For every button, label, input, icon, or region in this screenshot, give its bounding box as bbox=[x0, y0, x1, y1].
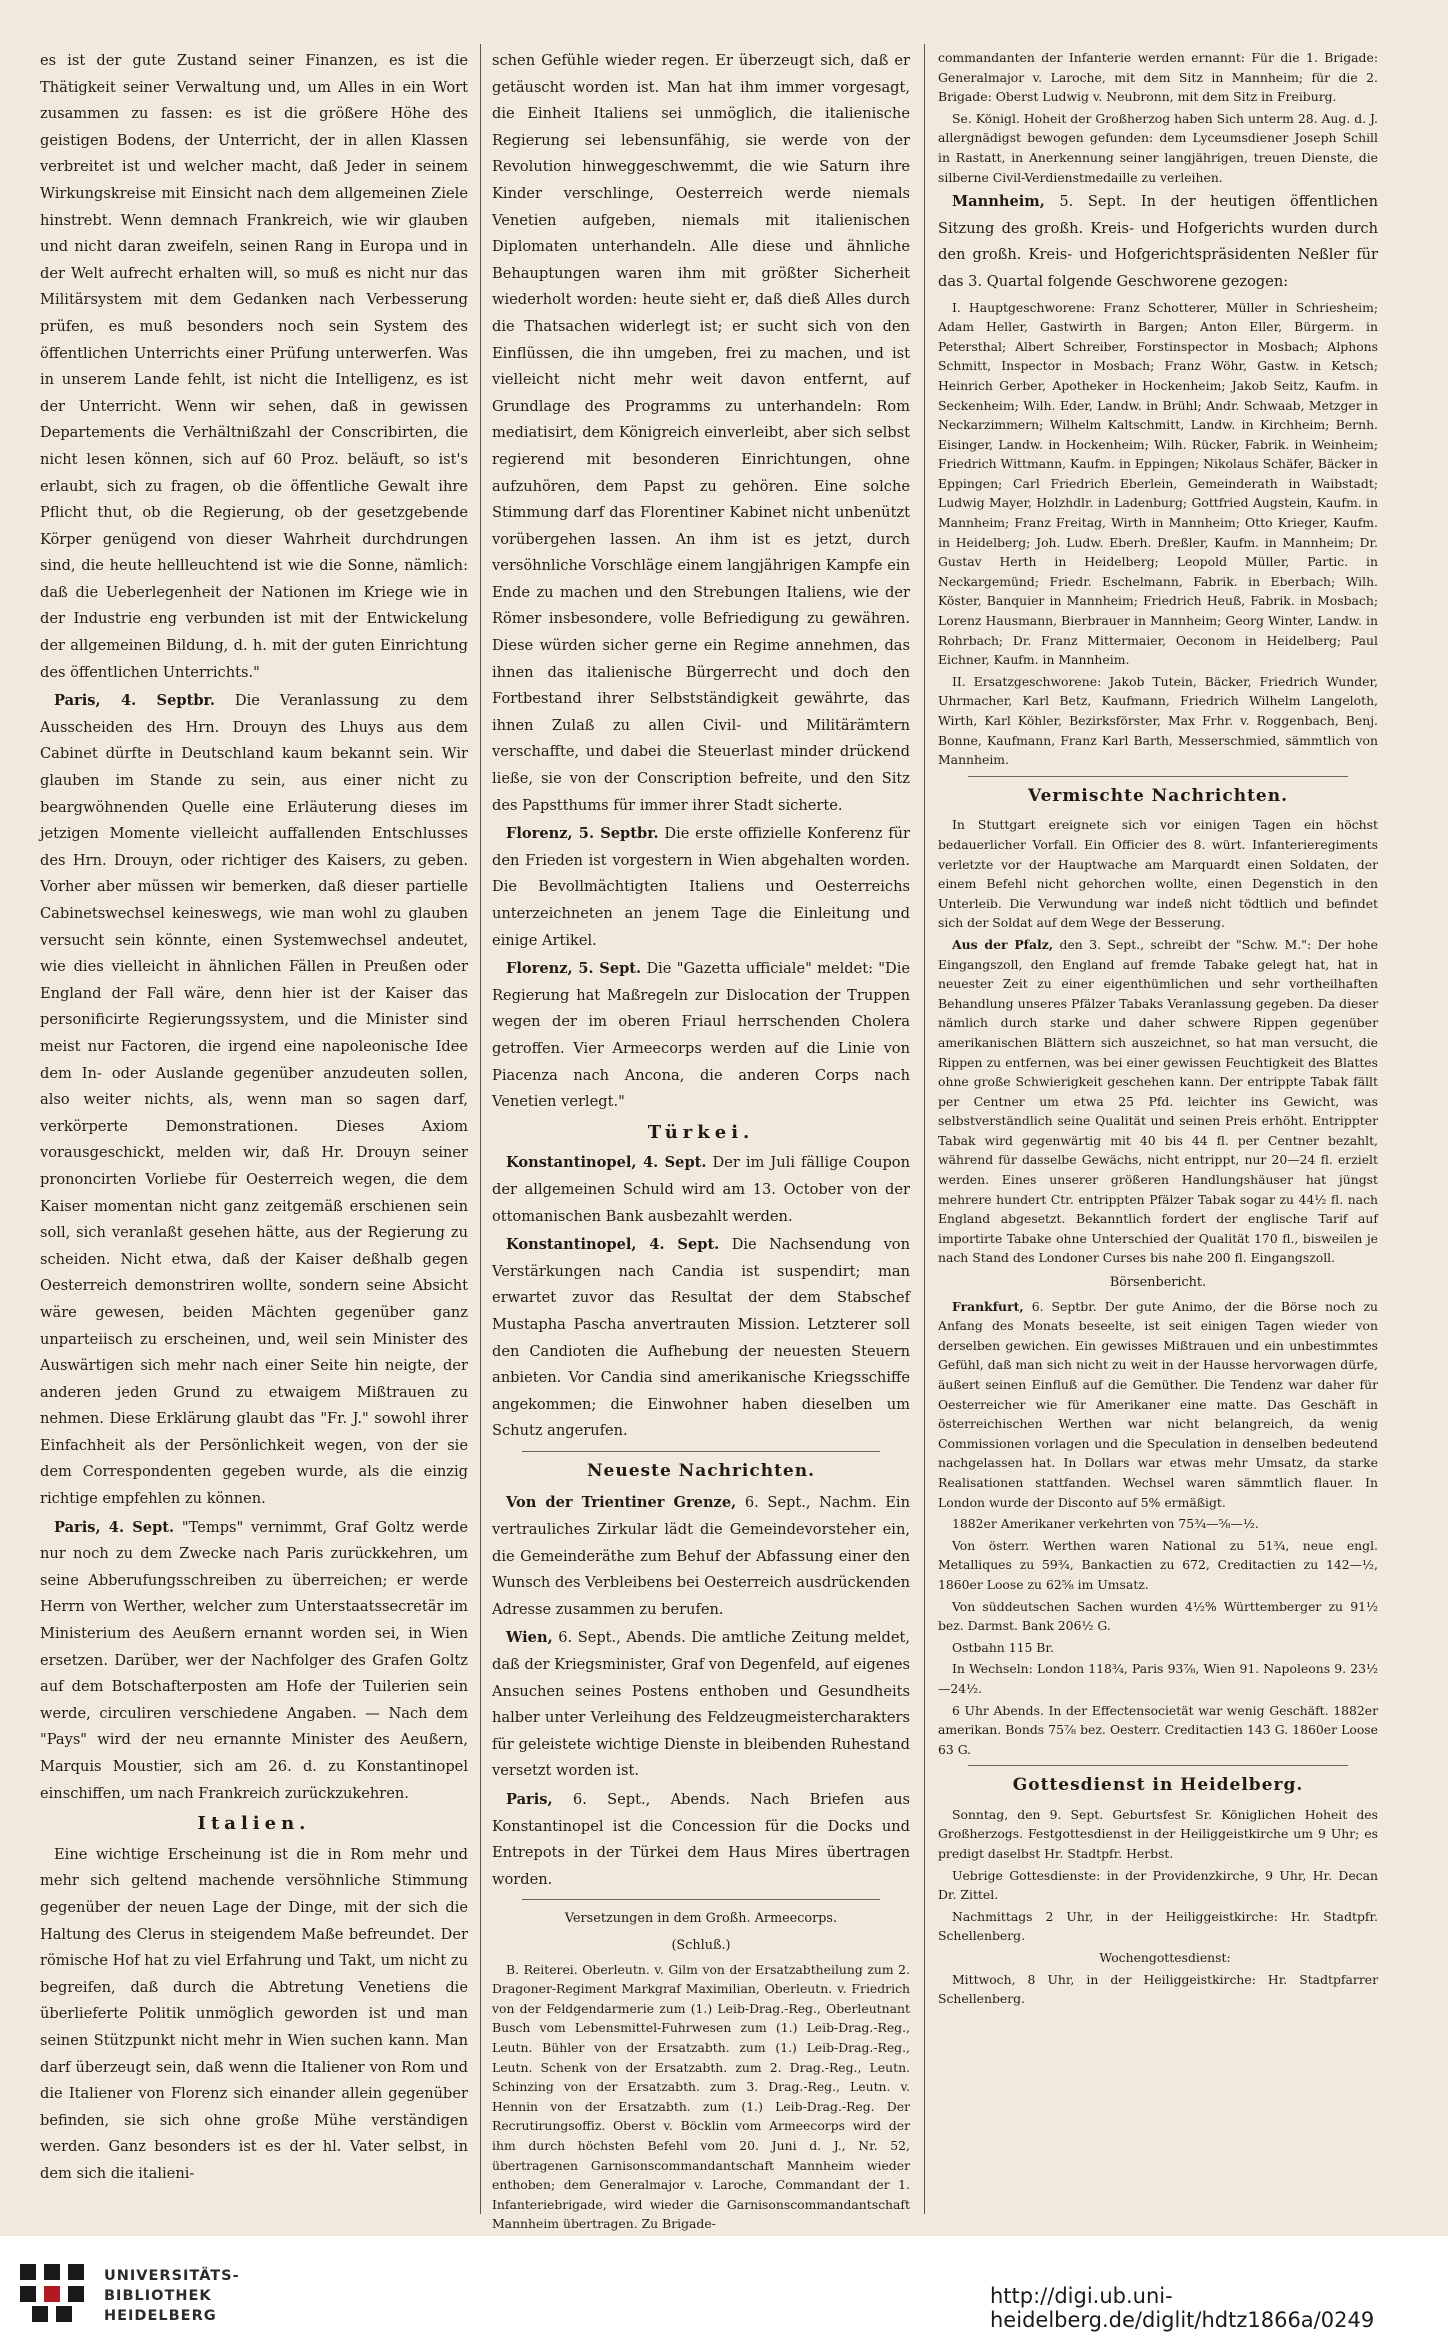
article-grenze bbox=[492, 1490, 910, 1623]
jury-list-main: I. Hauptgeschworene: Franz Schotterer, Müller in Schriesheim; Adam Heller, Gastwirth in Bargen; Anton Eller, Bürgerm. in Petersthal; Albert Schreiber, Forstinspector in Mosbach; Alphons Schmitt, Inspector in Mosbach; Franz Wöhr, Gastw. in Ketsch; Heinrich Gerber, Apotheker in Hockenheim; Jakob Seitz, Kaufm. in Seckenheim; Wilh. Eder, Landw. in Brühl; Andr. Schwaab, Metzger in Neckarzimmern; Wilhelm Kaltschmitt, Landw. in Kirchheim; Bernh. Eisinger, Landw. in Hockenheim; Wilh. Rücker, Fabrik. in Weinheim; Friedrich Wittmann, Kaufm. in Eppingen; Nikolaus Schäfer, Bäcker in Eppingen; Carl Friedrich Eberlein, Gemeinderath in Waibstadt; Ludwig Mayer, Holzhdlr. in Ladenburg; Gottfried Augstein, Kaufm. in Mannheim; Franz Freitag, Wirth in Mannheim; Otto Krieger, Kaufm. in Heidelberg; Joh. Ludw. Eberh. Dreßler, Kaufm. in Mannheim; Dr. Gustav Herth in Heidelberg; Leopold Müller, Partic. in Neckargemünd; Friedr. Eschelmann, Fabrik. in Eberbach; Wilh. Köster, Banquier in Mannheim; Friedrich Heuß, Fabrik. in Mosbach; Lorenz Hausmann, Bierbrauer in Mannheim; Georg Winter, Landw. in Rohrbach; Dr. Franz Mittermaier, Oeconom in Heidelberg; Paul Eichner, Kaufm. in Mannheim. bbox=[938, 299, 1378, 668]
dateline: Paris, 4. Septbr. bbox=[54, 692, 215, 710]
section-heading-tuerkei: Türkei. bbox=[647, 1121, 755, 1143]
university-library-logo-icon bbox=[18, 2262, 88, 2324]
market-line: 6 Uhr Abends. In der Effectensocietät war wenig Geschäft. 1882er amerikan. Bonds 75⅞ bez. Oesterr. Creditactien 143 G. 1860er Loose 63 G. bbox=[938, 1702, 1378, 1757]
divider-rule bbox=[968, 1765, 1348, 1766]
article-text: Der im Juli fällige Coupon der allgemeinen Schuld wird am 13. October von der ottomanischen Bank ausbezahlt werden. bbox=[492, 1154, 910, 1225]
jury-list-substitute: II. Ersatzgeschworene: Jakob Tutein, Bäcker, Friedrich Wunder, Uhrmacher, Karl Betz, Kaufmann, Friedrich Wilhelm Langeloth, Wirth, Karl Köhler, Bezirksförster, Max Frhr. v. Roggenbach, Benj. Bonne, Kaufmann, Franz Karl Barth, Messerschmied, sämmtlich von Mannheim. bbox=[938, 673, 1378, 768]
service-line: Uebrige Gottesdienste: in der Providenzkirche, 9 Uhr, Hr. Decan Dr. Zittel. bbox=[938, 1867, 1378, 1903]
article-florenz-2 bbox=[492, 956, 910, 1116]
divider-rule bbox=[522, 1451, 880, 1452]
dateline: Paris, 4. Sept. bbox=[54, 1518, 175, 1536]
market-line: Ostbahn 115 Br. bbox=[952, 1639, 1054, 1655]
market-line: Von süddeutschen Sachen wurden 4½% Württemberger zu 91½ bez. Darmst. Bank 206½ G. bbox=[938, 1598, 1378, 1634]
library-name: UNIVERSITÄTS- BIBLIOTHEK HEIDELBERG bbox=[104, 2268, 240, 2324]
article-konstantinopel-1 bbox=[492, 1150, 910, 1230]
article-text: Se. Königl. Hoheit der Großherzog haben Sich unterm 28. Aug. d. J. allergnädigst bewogen gefunden: dem Lyceumsdiener Joseph Schill in Rastatt, in Anerkennung seiner langjährigen, treuen Dienste, die silberne Civil-Verdienstmedaille zu verleihen. bbox=[938, 110, 1378, 185]
column-divider bbox=[924, 44, 925, 2214]
article-text: es ist der gute Zustand seiner Finanzen, es ist die Thätigkeit seiner Verwaltung und, um Alles in ein Wort zusammen zu fassen: es ist die größere Höhe des geistigen Bodens, der Unterricht, der in allen Klassen verbreitet ist und welcher macht, daß Jeder in seinem Wirkungskreise mit Einsicht nach dem allgemeinen Ziele hinstrebt. Wenn demnach Frankreich, wie wir glauben und nicht daran zweifeln, seinen Rang in Europa und in der Welt aufrecht erhalten will, so muß es nicht nur das Militärsystem mit dem Gedanken nach Verbesserung prüfen, es muß besonders noch sein System des öffentlichen Unterrichts einer Prüfung unterwerfen. Was in unserem Lande fehlt, ist nicht die Intelligenz, es ist der Unterricht. Wenn wir sehen, daß in gewissen Departements die Verhältnißzahl der Conscribirten, die nicht lesen können, sich auf 60 Proz. beläuft, so ist's erlaubt, sich zu fragen, ob die öffentliche Gewalt ihre Pflicht thut, ob die Regierung, ob der gesetzgebende Körper genügend von dieser Wahrheit durchdrungen sind, die heute hellleuchtend ist wie die Sonne, nämlich: daß die Ueberlegenheit der Nationen im Kriege wie in der Industrie eng verbunden ist mit der Entwickelung der allgemeinen Bildung, d. h. mit der guten Einrichtung des öffentlichen Unterrichts." bbox=[40, 52, 468, 681]
dateline: Aus der Pfalz, bbox=[952, 936, 1054, 952]
article-konstantinopel-2 bbox=[492, 1232, 910, 1445]
dateline: Von der Trientiner Grenze, bbox=[506, 1494, 737, 1512]
column-divider bbox=[480, 44, 481, 2214]
market-line: Von österr. Werthen waren National zu 51¾, neue engl. Metalliques zu 59¾, Bankactien zu 672, Creditactien zu 142—½, 1860er Loose zu 62⅝ im Umsatz. bbox=[938, 1537, 1378, 1592]
article-text: Die "Gazetta ufficiale" meldet: "Die Regierung hat Maßregeln zur Dislocation der Truppen wegen der im oberen Friaul herrschenden Cholera getroffen. Vier Armeecorps werden auf die Linie von Piacenza nach Ancona, die anderen Corps nach Venetien verlegt." bbox=[492, 960, 911, 1111]
dateline: Florenz, 5. Septbr. bbox=[506, 825, 659, 843]
article-versetzungen: B. Reiterei. Oberleutn. v. Gilm von der Ersatzabtheilung zum 2. Dragoner-Regiment Markgraf Maximilian, Oberleutn. v. Friedrich von der Feldgendarmerie zum (1.) Leib-Drag.-Reg., Oberleutnant Busch vom Lebensmittel-Fuhrwesen zum (1.) Leib-Drag.-Reg., Leutn. Bühler von der Ersatzabth. zum (1.) Leib-Drag.-Reg., Leutn. Schenk von der Ersatzabth. zum 2. Drag.-Reg., Leutn. Schinzing von der Ersatzabth. zum 3. Drag.-Reg., Leutn. v. Hennin von der Ersatzabth. zum (1.) Leib-Drag.-Reg. Der Recrutirungsoffiz. Oberst v. Böcklin vom Armeecorps wird der ihm durch höchsten Befehl vom 20. Juni d. J., Nr. 52, übertragenen Garnisonscommandantschaft Mannheim wieder enthoben; dem Generalmajor v. Laroche, Commandant der 1. Infanteriebrigade, wird wieder die Garnisonscommandantschaft Mannheim übertragen. Zu Brigade- bbox=[492, 1961, 910, 2232]
article-stuttgart: In Stuttgart ereignete sich vor einigen Tagen ein höchst bedauerlicher Vorfall. Ein Officier des 8. würt. Infanterieregiments verletzte vor der Hauptwache am Marquardt einen Soldaten, der einem Befehl nicht gehorchen wollte, einen Degenstich in den Unterleib. Die Verwundung war indeß nicht tödtlich und befindet sich der Soldat auf dem Wege der Besserung. bbox=[938, 817, 1378, 931]
section-heading-vermischte: Vermischte Nachrichten. bbox=[1027, 785, 1289, 806]
section-subheading: (Schluß.) bbox=[671, 1937, 731, 1953]
section-heading-versetzungen: Versetzungen in dem Großh. Armeecorps. bbox=[564, 1911, 838, 1927]
article-frankfurt bbox=[938, 1297, 1378, 1513]
dateline: Paris, bbox=[506, 1791, 553, 1808]
article-text: Die Nachsendung von Verstärkungen nach Candia ist suspendirt; man erwartet zuvor das Resultat der dem Stabschef Mustapha Pascha anvertrauten Mission. Letzterer soll den Candioten die Aufhebung der neuesten Steuern anbieten. Vor Candia sind amerikanische Kriegsschiffe angekommen; die Einwohner haben dieselben um Schutz angerufen. bbox=[492, 1236, 910, 1440]
article-italien: Eine wichtige Erscheinung ist die in Rom mehr und mehr sich geltend machende versöhnliche Stimmung gegenüber der neuen Lage der Dinge, mit der sich die Haltung des Clerus in steigendem Maße befreundet. Der römische Hof hat zu viel Erfahrung und Takt, um nicht zu begreifen, daß durch die Abtretung Venetiens die überlieferte Politik unmöglich geworden ist und man seinen Stützpunkt nicht mehr in Wien suchen kann. Man darf überzeugt sein, daß wenn die Italiener von Rom und die Italiener von Florenz sich einander allein gegenüber befinden, sie sich ohne große Mühe verständigen werden. Ganz besonders ist es der hl. Vater selbst, in dem sich die italieni- bbox=[40, 1845, 468, 2182]
market-line: 1882er Amerikaner verkehrten von 75¾—⅝—½. bbox=[952, 1516, 1259, 1532]
article-paris-1 bbox=[40, 688, 468, 1512]
service-line: Wochengottesdienst: bbox=[1099, 1950, 1231, 1966]
article-paris-2 bbox=[40, 1515, 468, 1808]
dateline: Konstantinopel, 4. Sept. bbox=[506, 1236, 720, 1254]
dateline: Mannheim, bbox=[952, 193, 1045, 211]
article-text: 6. Sept., Abends. Nach Briefen aus Konstantinopel ist die Concession für die Docks und Entrepots in der Türkei dem Haus Mires übertragen worden. bbox=[492, 1791, 911, 1888]
market-line: In Wechseln: London 118¾, Paris 93⅞, Wien 91. Napoleons 9. 23½—24½. bbox=[938, 1661, 1378, 1696]
divider-rule bbox=[968, 776, 1348, 777]
article-wien bbox=[492, 1625, 910, 1785]
article-text: commandanten der Infanterie werden ernannt: Für die 1. Brigade: Generalmajor v. Laroche, mit dem Sitz in Mannheim; für die 2. Brigade: Oberst Ludwig v. Neubronn, mit dem Sitz in Freiburg. bbox=[938, 50, 1378, 105]
section-heading-italien: Italien. bbox=[197, 1813, 311, 1835]
dateline: Frankfurt, bbox=[952, 1298, 1024, 1314]
section-heading-neueste: Neueste Nachrichten. bbox=[586, 1460, 816, 1481]
section-heading-boersen: Börsenbericht. bbox=[1109, 1275, 1207, 1291]
article-florenz-1 bbox=[492, 821, 910, 954]
service-text: Sonntag, den 9. Sept. Geburtsfest Sr. Königlichen Hoheit des Großherzogs. Festgottesdienst in der Heiliggeistkirche um 9 Uhr; es predigt daselbst Hr. Stadtpfr. Herbst. bbox=[938, 1806, 1378, 1862]
article-text: Die erste offizielle Konferenz für den Frieden ist vorgestern in Wien abgehalten worden. Die Bevollmächtigten Italiens und Oesterreichs unterzeichneten an jenem Tage die Einleitung und einige Artikel. bbox=[492, 825, 911, 949]
service-line: Mittwoch, 8 Uhr, in der Heiliggeistkirche: Hr. Stadtpfarrer Schellenberg. bbox=[938, 1971, 1378, 2007]
article-text: schen Gefühle wieder regen. Er überzeugt sich, daß er getäuscht worden ist. Man hat ihm immer vorgesagt, die Einheit Italiens sei unmöglich, die italienische Regierung sei lebensunfähig, sie werde von der Revolution hinweggeschwemmt, die wie Saturn ihre Kinder verschlinge, Oesterreich werde niemals Venetien aufgeben, niemals mit italienischen Diplomaten unterhandeln. Alle diese und ähnliche Behauptungen waren ihm mit größter Sicherheit wiederholt worden: heute sieht er, daß dieß Alles durch die Thatsachen widerlegt ist; er sucht sich von den Einflüssen, die ihn umgeben, frei zu machen, und ist vielleicht nicht mehr weit davon entfernt, auf Grundlage des Programms zu unterhandeln: Rom mediatisirt, dem Königreich einverleibt, aber sich selbst regierend mit besonderen Einrichtungen, ohne aufzuhören, dem Papst zu gehören. Eine solche Stimmung darf das Florentiner Kabinet nicht unbenützt vorübergehen lassen. An ihm ist es jetzt, durch versöhnliche Vorschläge einem langjährigen Kampfe ein Ende zu machen und den Strebungen Italiens, wie der Römer insbesondere, volle Befriedigung zu gewähren. Diese würden sicher gerne ein Regime annehmen, das ihnen das italienische Bürgerrecht und doch den Fortbestand ihrer Selbstständigkeit gewährte, das ihnen Zulaß zu allen Civil- und Militärämtern verschaffte, und dabei die Steuerlast minder drückend ließe, sie von der Conscription befreite, und den Sitz des Papstthums für immer ihrer Stadt sicherte. bbox=[492, 52, 910, 814]
column-3 bbox=[938, 48, 1378, 2208]
divider-rule bbox=[522, 1899, 880, 1900]
article-text: den 3. Sept., schreibt der "Schw. M.": Der hohe Eingangszoll, den England auf fremde Tabake gelegt hat, hat in neuester Zeit zu einer eigenthümlichen und sehr vortheilhaften Behandlung unseres Pfälzer Tabaks Veranlassung gegeben. Da dieser nämlich durch starke und daher schwere Rippen gegenüber amerikanischen Blättern sich auszeichnet, so hat man versucht, die Rippen zu entfernen, was bei einer gewissen Feuchtigkeit des Blattes ohne große Schwierigkeit geschehen kann. Der entrippte Tabak fällt per Centner um etwa 25 Pfd. leichter ins Gewicht, was selbstverständlich seine Qualität und seinen Preis erhöht. Entrippter Tabak wird gegenwärtig mit 40 bis 44 fl. per Centner bezahlt, während für dasselbe Gewächs, nicht entrippt, nur 20—24 fl. erzielt werden. Eines unserer größeren Handlungshäuser hat jüngst mehrere hundert Ctr. entrippten Pfälzer Tabak sogar zu 44½ fl. nach England abgesetzt. Bekanntlich fordert der englische Tarif auf importirte Tabake ohne Unterschied der Qualität 170 fl., bisweilen je nach Stand des Londoner Curses bis nahe 200 fl. Eingangszoll. bbox=[938, 936, 1378, 1266]
article-paris-3 bbox=[492, 1787, 910, 1893]
dateline: Florenz, 5. Sept. bbox=[506, 960, 642, 978]
section-heading-gottesdienst: Gottesdienst in Heidelberg. bbox=[1012, 1775, 1304, 1796]
article-text: Die Veranlassung zu dem Ausscheiden des Hrn. Drouyn des Lhuys aus dem Cabinet dürfte in Deutschland kaum bekannt sein. Wir glauben im Stande zu sein, aus einer nicht zu beargwöhnenden Quelle eine Erläuterung dieses im jetzigen Momente vielleicht auffallenden Entschlusses des Hrn. Drouyn, oder richtiger des Kaisers, zu geben. Vorher aber müssen wir bemerken, daß dieser partielle Cabinetswechsel keineswegs, wie man wohl zu glauben versucht sein könnte, einen Systemwechsel andeutet, wie dies vielleicht in ähnlichen Fällen in Preußen oder England der Fall wäre, denn hier ist der Kaiser das personificirte Regierungssystem, und die Minister sind meist nur Factoren, die irgend eine napoleonische Idee dem In- oder Auslande gegenüber anzudeuten sollen, also weiter nichts, als, wenn man so sagen darf, verkörperte Demonstrationen. Dieses Axiom vorausgeschickt, melden wir, daß Hr. Drouyn seiner prononcirten Vorliebe für Oesterreich wegen, die dem Kaiser momentan nicht ganz zeitgemäß erschienen sein soll, sich veranlaßt gesehen hätte, aus der Regierung zu scheiden. Nicht etwa, daß der Kaiser deßhalb gegen Oesterreich demonstriren wollte, sondern seine Absicht wäre gewesen, beiden Mächten gegenüber ganz unparteiisch zu erscheinen, und, weil sein Minister des Auswärtigen sich mehr nach einer Seite hin neigte, der anderen jeden Grund zu etwaigem Mißtrauen zu nehmen. Diese Erklärung glaubt das "Fr. J." sowohl ihrer Einfachheit als der Persönlichkeit wegen, von der sie dem Correspondenten gegeben wurde, als die einzig richtige empfehlen zu können. bbox=[40, 692, 468, 1508]
article-text: "Temps" vernimmt, Graf Goltz werde nur noch zu dem Zwecke nach Paris zurückkehren, um seine Abberufungsschreiben zu überreichen; er werde Herrn von Werther, welcher zum Unterstaatssecretär im Ministerium des Aeußern ernannt worden sei, in Wien ersetzen. Darüber, wer der Nachfolger des Grafen Goltz auf dem Botschafterposten am Hofe der Tuilerien sein werde, circuliren verschiedene Angaben. — Nach dem "Pays" wird der neu ernannte Minister des Aeußern, Marquis Moustier, sich am 26. d. zu Konstantinopel einschiffen, um nach Frankreich zurückzukehren. bbox=[40, 1518, 468, 1802]
article-text: 6. Sept., Nachm. Ein vertrauliches Zirkular lädt die Gemeindevorsteher ein, die Gemeinderäthe zum Behuf der Abfassung einer den Wunsch des Verbleibens bei Oesterreich ausdrückenden Adresse zusammen zu berufen. bbox=[492, 1494, 911, 1618]
footer-bar bbox=[0, 2236, 1448, 2350]
service-line: Nachmittags 2 Uhr, in der Heiliggeistkirche: Hr. Stadtpfr. Schellenberg. bbox=[938, 1908, 1378, 1944]
dateline: Konstantinopel, 4. Sept. bbox=[506, 1154, 707, 1172]
permalink-url[interactable]: http://digi.ub.uni-heidelberg.de/diglit/hdtz1866a/0249 bbox=[990, 2284, 1375, 2332]
article-text: 6. Septbr. Der gute Animo, der die Börse noch zu Anfang des Monats beseelte, ist seit einigen Tagen wieder von derselben gewichen. Ein gewisses Mißtrauen und ein unbestimmtes Gefühl, daß man sich nicht zu weit in der Hausse hervorwagen dürfe, äußert seinen Einfluß auf die Gemüther. Die Tendenz war daher für Oesterreicher wie für Amerikaner eine matte. Das Geschäft in österreichischen Werthen war nicht belangreich, da wenig Commissionen vorlagen und die Speculation in denselben bedeutend nachgelassen hat. In Dollars war etwas mehr Umsatz, da starke Realisationen stattfanden. Wechsel waren sämmtlich flauer. In London wurde der Disconto auf 5% ermäßigt. bbox=[938, 1298, 1378, 1510]
column-2 bbox=[492, 48, 911, 2232]
article-pfalz bbox=[938, 935, 1378, 1268]
dateline: Wien, bbox=[506, 1629, 553, 1647]
article-mannheim bbox=[938, 189, 1378, 295]
column-1 bbox=[40, 48, 468, 2208]
article-text: 6. Sept., Abends. Die amtliche Zeitung meldet, daß der Kriegsminister, Graf von Degenfeld, auf eigenes Ansuchen seines Postens enthoben und Gesundheits halber unter Verleihung des Feldzeugmeistercharakters für geleistete wichtige Dienste in bleibenden Ruhestand versetzt worden ist. bbox=[492, 1629, 910, 1780]
article-text: 5. Sept. In der heutigen öffentlichen Sitzung des großh. Kreis- und Hofgerichts wurden durch den großh. Kreis- und Hofgerichtspräsidenten Neßler für das 3. Quartal folgende Geschworene gezogen: bbox=[938, 193, 1379, 290]
